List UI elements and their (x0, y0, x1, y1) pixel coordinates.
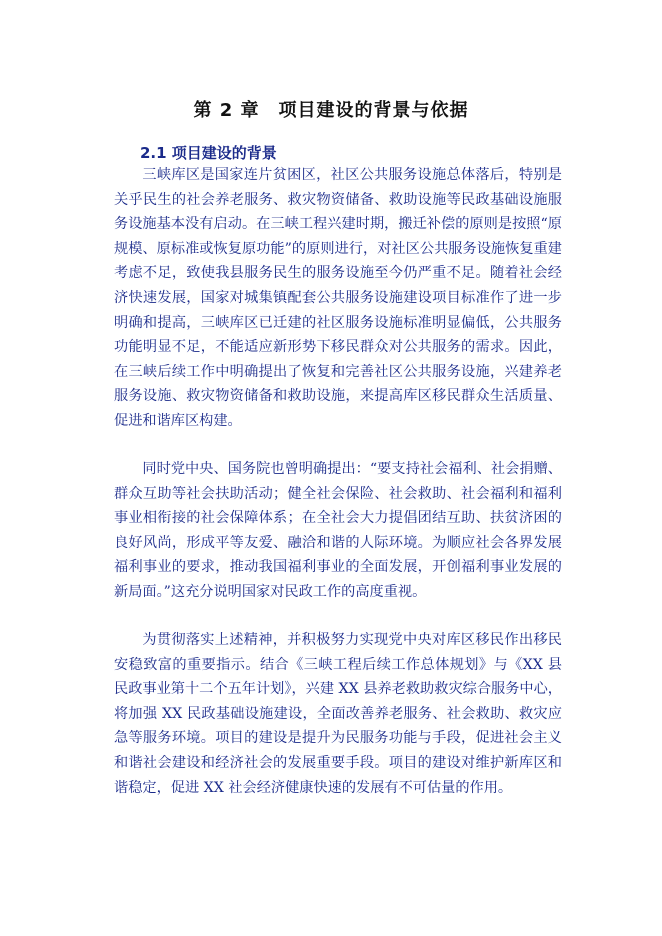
body-paragraph-2: 同时党中央、国务院也曾明确提出：“要支持社会福利、社会捐赠、群众互助等社会扶助活动；健全社会保险、社会救助、社会福利和福利事业相衔接的社会保障体系；在全社会大力提倡团结互助、扶贫济困的良好风尚，形成平等友爱、融洽和谐的人际环境。为顺应社会各界发展福利事业的要求，推动我国福利事业的全面发展，开创福利事业发展的新局面。”这充分说明国家对民政工作的高度重视。 (114, 461, 562, 600)
section-heading: 2.1 项目建设的背景 (140, 144, 277, 162)
body-paragraph-1: 三峡库区是国家连片贫困区，社区公共服务设施总体落后，特别是关乎民生的社会养老服务、救灾物资储备、救助设施等民政基础设施服务设施基本没有启动。在三峡工程兴建时期，搬迁补偿的原则是按照“原规模、原标准或恢复原功能”的原则进行，对社区公共服务设施恢复重建考虑不足，致使我县服务民生的服务设施至今仍严重不足。随着社会经济快速发展，国家对城集镇配套公共服务设施建设项目标准作了进一步明确和提高，三峡库区已迁建的社区服务设施标准明显偏低，公共服务功能明显不足，不能适应新形势下移民群众对公共服务的需求。因此，在三峡后续工作中明确提出了恢复和完善社区公共服务设施，兴建养老服务设施、救灾物资储备和救助设施，来提高库区移民群众生活质量、促进和谐库区构建。 (114, 167, 562, 429)
body-paragraph-3: 为贯彻落实上述精神，并积极努力实现党中央对库区移民作出移民安稳致富的重要指示。结合《三峡工程后续工作总体规划》与《XX 县民政事业第十二个五年计划》，兴建 XX 县养老救助救灾综合服务中心，将加强 XX 民政基础设施建设，全面改善养老服务、社会救助、救灾应急等服务环境。项目的建设是提升为民服务功能与手段，促进社会主义和谐社会建设和经济社会的发展重要手段。项目的建设对维护新库区和谐稳定，促进 XX 社会经济健康快速的发展有不可估量的作用。 (114, 632, 562, 796)
chapter-title: 第 2 章 项目建设的背景与依据 (193, 100, 469, 121)
